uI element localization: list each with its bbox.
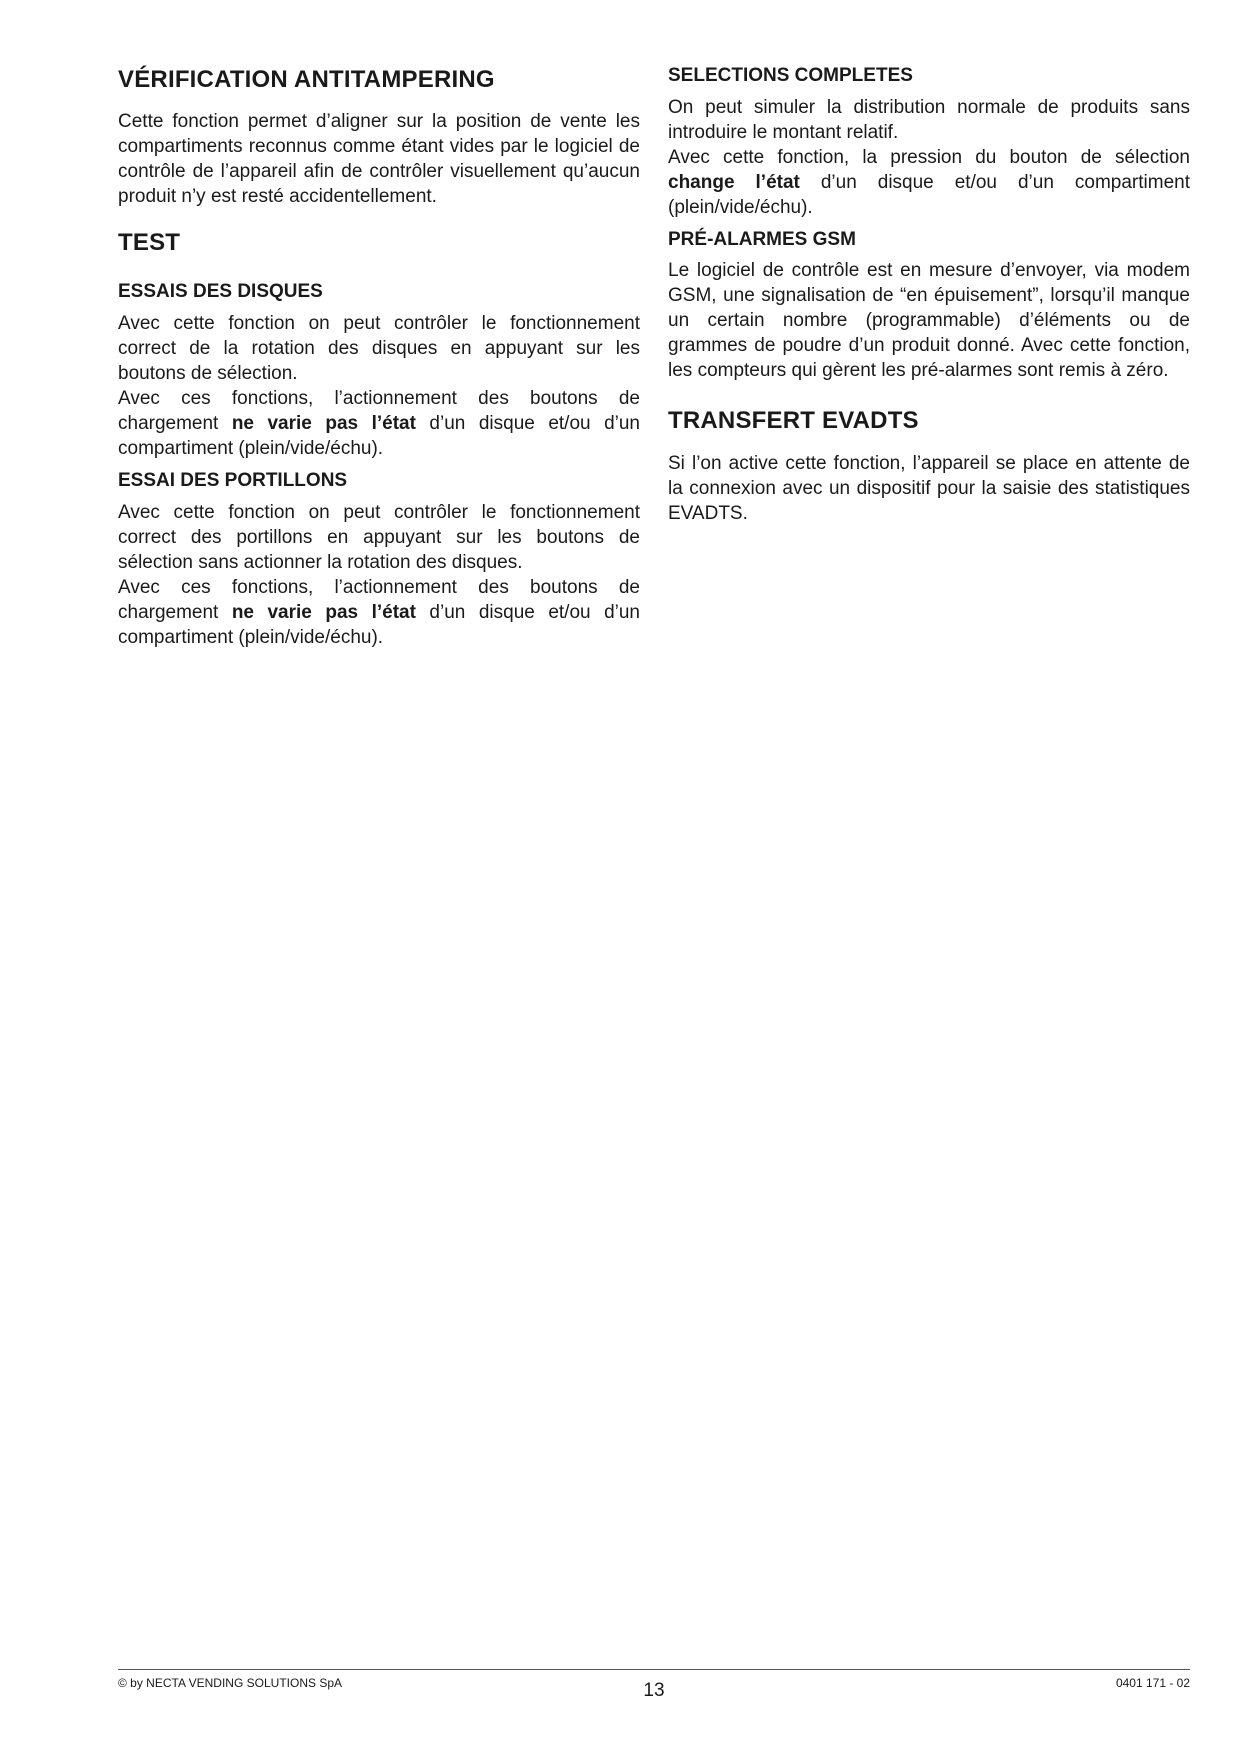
selections-paragraph-2: Avec cette fonction, la pression du bouton de sélection change l’état d’un disque et/ou d’un compartiment (plein/vide/échu). (668, 146, 1190, 218)
verification-text: Cette fonction permet d’aligner sur la position de vente les compartiments reconnus comme étant vides par le logiciel de contrôle de l’appareil afin de contrôler visuellement qu’aucun produit n’y est resté accidentellement. (118, 111, 640, 208)
essais-disques-paragraph-2: Avec ces fonctions, l’actionnement des boutons de chargement ne varie pas l’état d’un disque et/ou d’un compartiment (plein/vide/échu). (118, 388, 640, 460)
verification-heading: VÉRIFICATION ANTITAMPERING (118, 66, 495, 93)
page-content (118, 64, 1190, 650)
prealarmes-heading: PRÉ-ALARMES GSM (668, 228, 856, 250)
emphasis: change l’état (668, 171, 800, 193)
transfert-text: Si l’on active cette fonction, l’appareil se place en attente de la connexion avec un dispositif pour la saisie des statistiques EVADTS. (668, 452, 1190, 524)
selections-paragraph-1: On peut simuler la distribution normale de produits sans introduire le montant relatif. (668, 96, 1190, 143)
document-code: 0401 171 - 02 (1115, 1676, 1190, 1690)
test-heading: TEST (118, 229, 181, 257)
right-column (668, 64, 1190, 650)
essais-disques-heading: ESSAIS DES DISQUES (118, 281, 323, 303)
essai-portillons-heading: ESSAI DES PORTILLONS (118, 470, 348, 492)
transfert-heading: TRANSFERT EVADTS (668, 407, 919, 435)
page-footer (118, 1669, 1190, 1701)
essai-portillons-paragraph-2: Avec ces fonctions, l’actionnement des boutons de chargement ne varie pas l’état d’un disque et/ou d’un compartiment (plein/vide/échu). (118, 576, 640, 648)
left-column (118, 64, 640, 650)
emphasis: ne varie pas l’état (231, 601, 416, 623)
essai-portillons-paragraph-1: Avec cette fonction on peut contrôler le fonctionnement correct des portillons en appuyant sur les boutons de sélection sans actionner la rotation des disques. (118, 501, 640, 573)
prealarmes-text: Le logiciel de contrôle est en mesure d’envoyer, via modem GSM, une signalisation de “en épuisement”, lorsqu’il manque un certain nombre (programmable) d’éléments ou de grammes de poudre d’un produit donné. Avec cette fonction, les compteurs qui gèrent les pré-alarmes sont remis à zéro. (668, 260, 1190, 382)
emphasis: ne varie pas l’état (231, 413, 416, 435)
essais-disques-paragraph-1: Avec cette fonction on peut contrôler le fonctionnement correct de la rotation des disques en appuyant sur les boutons de sélection. (118, 313, 640, 385)
page-number: 13 (643, 1680, 665, 1701)
copyright: © by NECTA VENDING SOLUTIONS SpA (118, 1676, 343, 1690)
selections-heading: SELECTIONS COMPLETES (668, 65, 913, 86)
